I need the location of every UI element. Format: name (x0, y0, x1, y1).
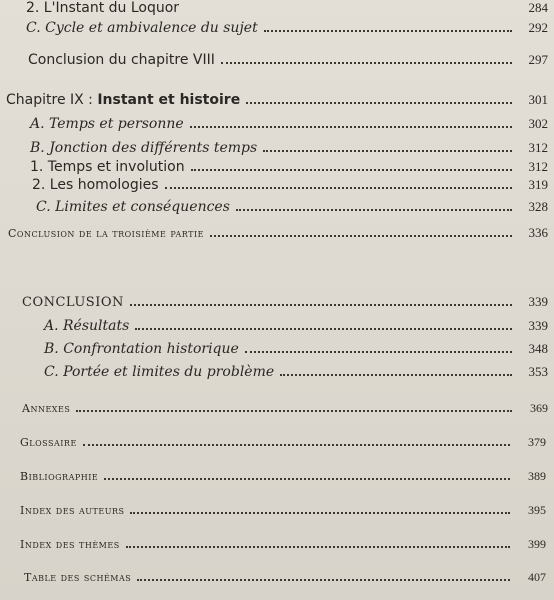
toc-entry (44, 341, 548, 357)
toc-entry (26, 20, 548, 36)
toc-entry (20, 435, 546, 450)
dot-leader (236, 209, 512, 211)
toc-entry (22, 401, 548, 416)
toc-entry-label (6, 92, 246, 108)
toc-entry-label: Table des schémas (24, 571, 132, 584)
toc-entry-page: 292 (528, 20, 548, 35)
toc-entry-page: 353 (528, 364, 548, 379)
toc-entry (30, 159, 548, 175)
toc-entry-label: B. Confrontation historique (44, 341, 239, 357)
toc-entry-label: Annexes (22, 402, 71, 415)
toc-entry-label: Index des thèmes (20, 538, 120, 551)
toc-entry (20, 503, 546, 518)
toc-entry-page: 407 (528, 570, 546, 584)
dot-leader (264, 30, 512, 32)
dot-leader (76, 410, 512, 412)
toc-entry-label: Conclusion du chapitre VIII (28, 52, 215, 68)
toc-entry-label: CONCLUSION (22, 295, 124, 310)
toc-entry (26, 0, 548, 16)
toc-entry-page: 301 (528, 92, 548, 107)
toc-entry-label: A. Résultats (44, 318, 130, 334)
toc-entry-label: A. Temps et personne (30, 116, 184, 132)
toc-entry-page: 395 (528, 503, 546, 517)
toc-entry (44, 364, 548, 380)
toc-entry (44, 318, 548, 334)
toc-entry-page: 379 (528, 435, 546, 449)
dot-leader (130, 304, 512, 306)
dot-leader (280, 374, 512, 376)
toc-entry-page: 284 (528, 0, 548, 15)
dot-leader (137, 579, 510, 581)
toc-entry-page: 328 (528, 199, 548, 214)
toc-entry-page: 339 (528, 294, 548, 309)
toc-entry-label: Index des auteurs (20, 504, 125, 517)
toc-entry-page: 319 (528, 177, 548, 192)
toc-entry-label: 1. Temps et involution (30, 159, 185, 175)
dot-leader (191, 169, 512, 171)
dot-leader (126, 546, 510, 548)
dot-leader (245, 351, 512, 353)
dot-leader (104, 478, 510, 480)
toc-entry (32, 177, 548, 193)
toc-entry (28, 52, 548, 68)
toc-entry (30, 140, 548, 156)
toc-entry-label: Conclusion de la troisième partie (8, 227, 204, 240)
dot-leader (135, 328, 512, 330)
toc-entry-label: C. Cycle et ambivalence du sujet (26, 20, 258, 36)
toc-entry (30, 116, 548, 132)
dot-leader (221, 62, 512, 64)
toc-entry-label: Glossaire (20, 436, 77, 449)
dot-leader (190, 126, 512, 128)
toc-entry (20, 537, 546, 552)
toc-entry-label: C. Limites et conséquences (36, 199, 230, 215)
toc-entry (36, 199, 548, 215)
toc-entry-label: 2. L'Instant du Loquor (26, 0, 180, 16)
dot-leader (165, 187, 513, 189)
dot-leader (210, 235, 512, 237)
chapter-title: Instant et histoire (97, 92, 241, 108)
toc-entry-page: 339 (528, 318, 548, 333)
toc-entry-page: 312 (528, 159, 548, 174)
dot-leader (130, 512, 510, 514)
dot-leader (246, 102, 512, 104)
toc-entry-label: B. Jonction des différents temps (30, 140, 258, 156)
toc-chapter-heading (6, 92, 548, 108)
toc-entry-page: 369 (530, 401, 548, 415)
toc-entry (8, 225, 548, 241)
toc-section-heading (22, 294, 548, 310)
toc-entry-label: 2. Les homologies (32, 177, 159, 193)
dot-leader (263, 150, 512, 152)
toc-entry-page: 399 (528, 537, 546, 551)
toc-entry-page: 389 (528, 469, 546, 483)
toc-entry-page: 348 (528, 341, 548, 356)
dot-leader (83, 444, 510, 446)
toc-entry-page: 302 (528, 116, 548, 131)
chapter-prefix: Chapitre IX : (6, 92, 98, 108)
toc-entry-page: 336 (528, 225, 548, 240)
toc-entry (24, 570, 546, 585)
toc-entry-label: C. Portée et limites du problème (44, 364, 275, 380)
toc-entry-page: 297 (528, 52, 548, 67)
toc-entry-page: 312 (528, 140, 548, 155)
toc-entry-label: Bibliographie (20, 470, 99, 483)
toc-entry (20, 469, 546, 484)
